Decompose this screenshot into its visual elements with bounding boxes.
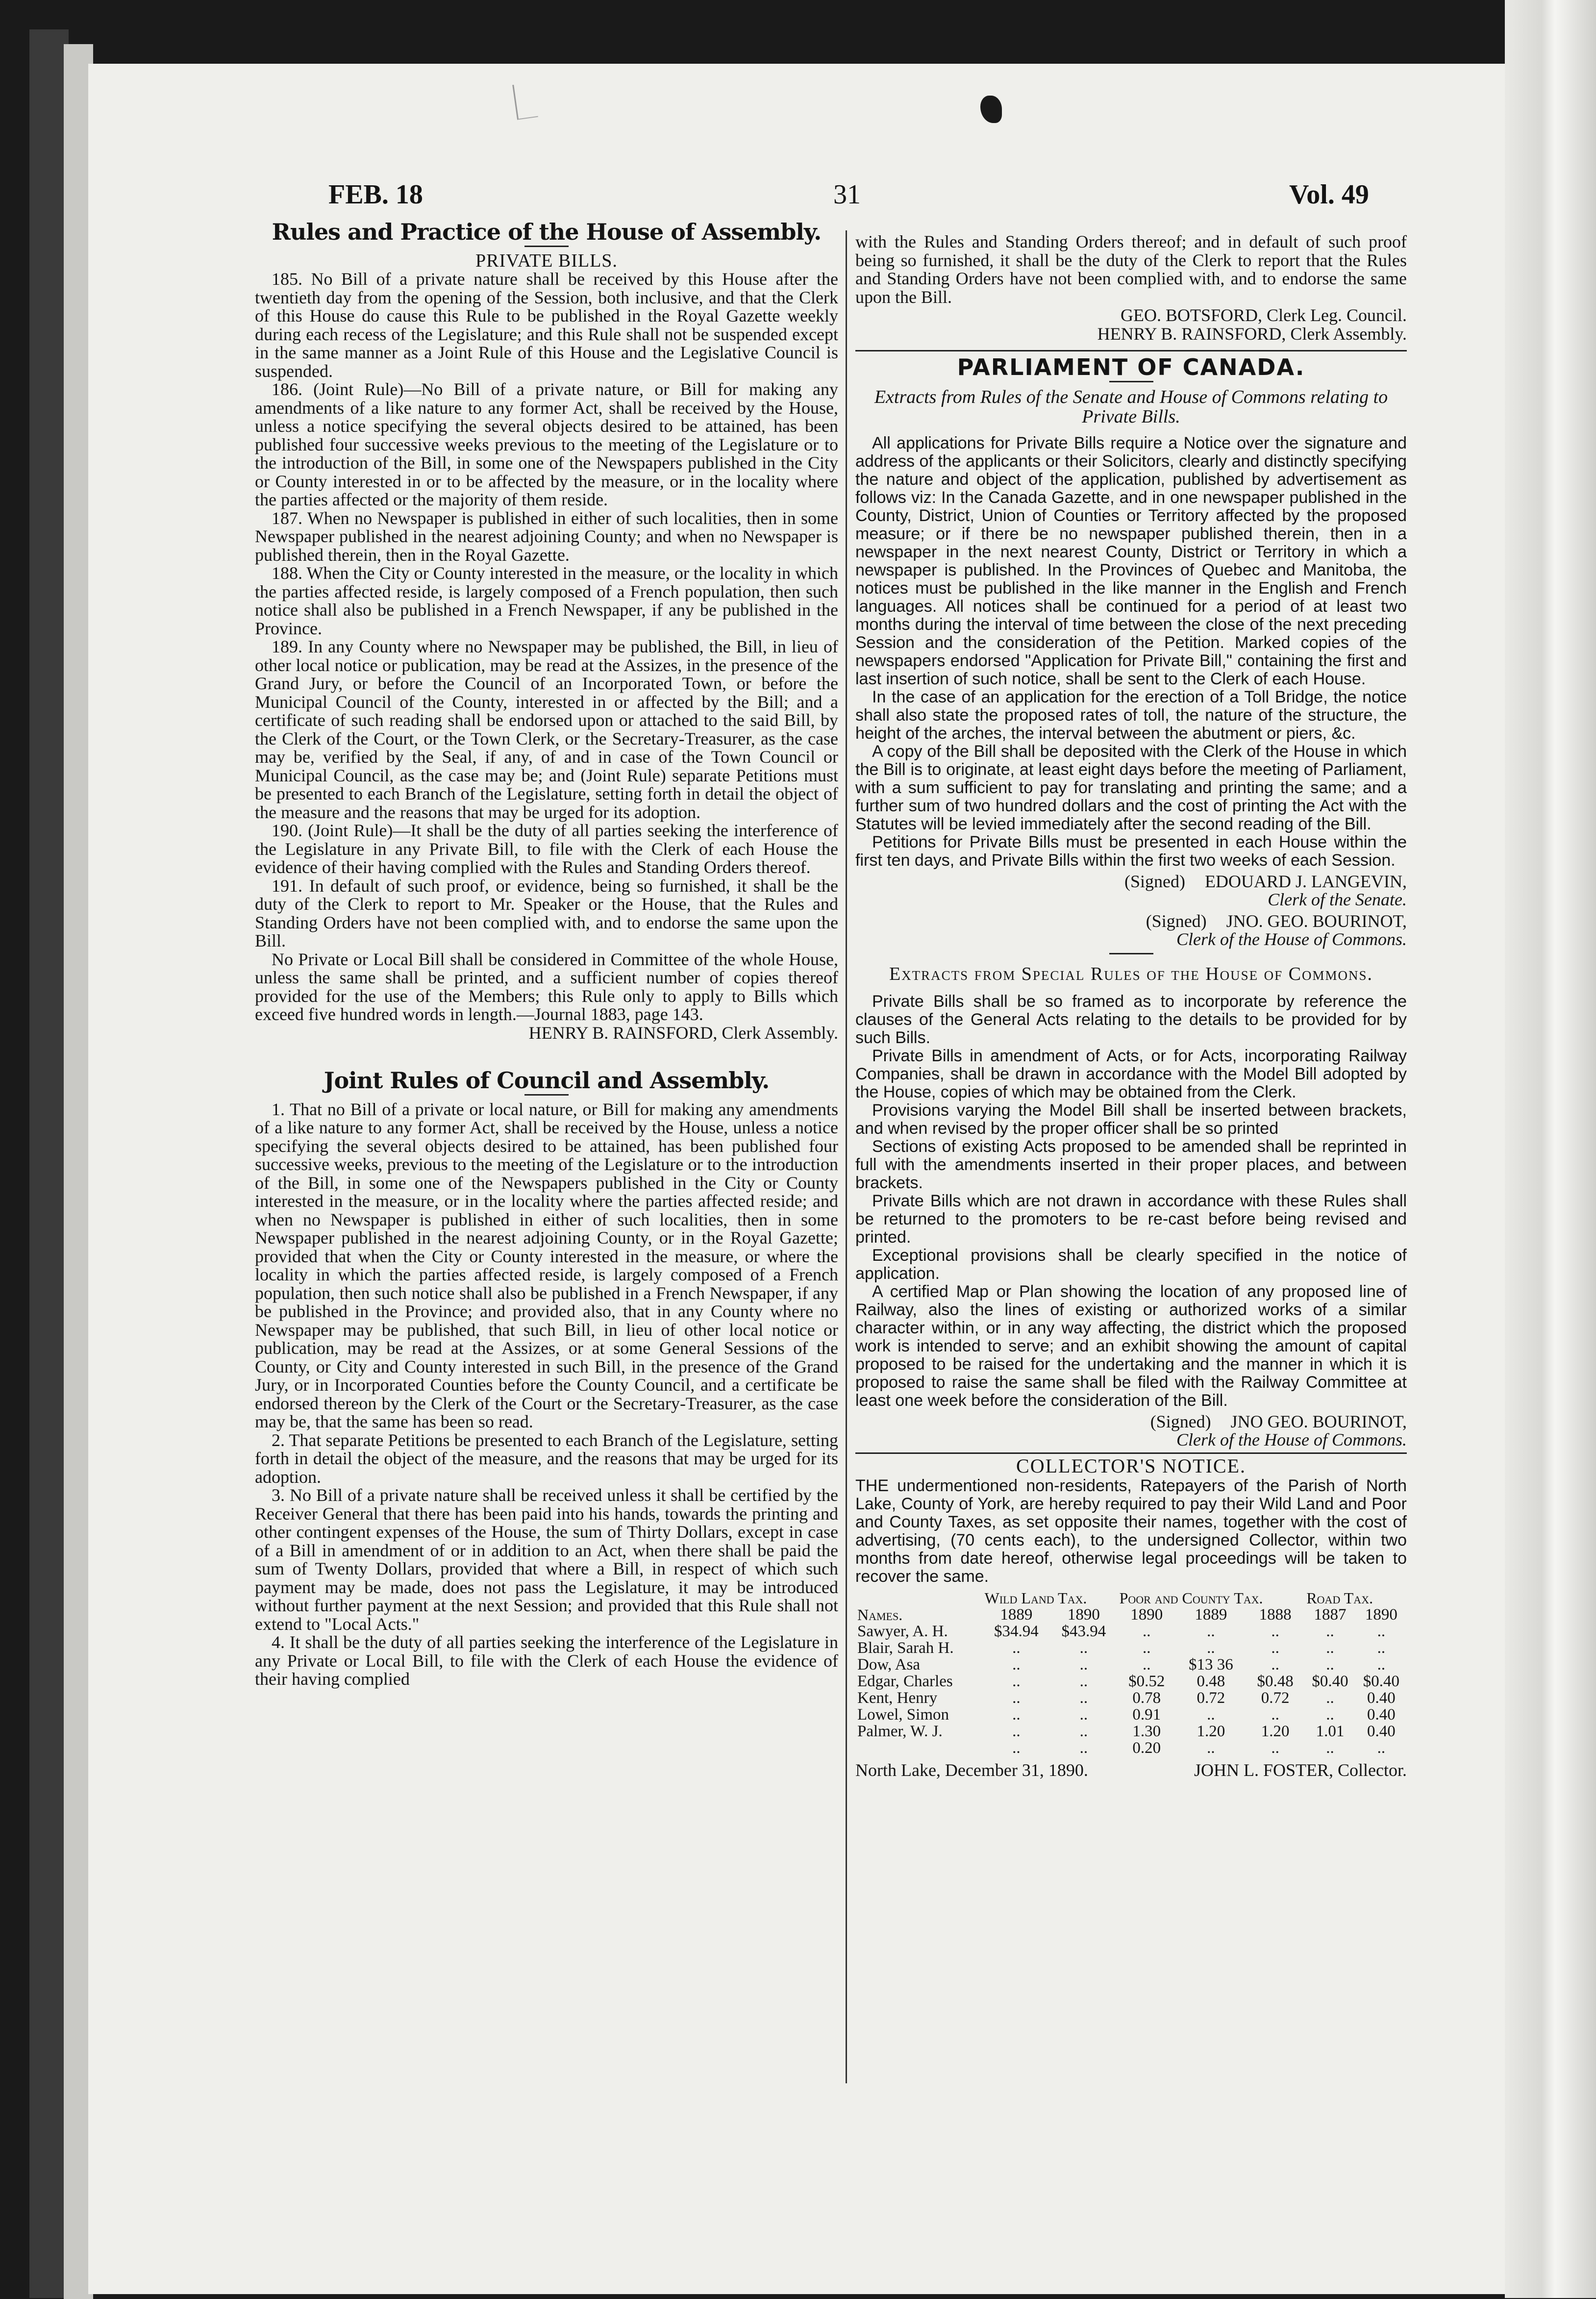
tax-cell: .. <box>1271 1623 1279 1640</box>
signature-rainsford: HENRY B. RAINSFORD, Clerk Assembly. <box>1097 324 1407 344</box>
tax-cell: .. <box>1271 1706 1279 1724</box>
collector-notice-title: COLLECTOR'S NOTICE. <box>1016 1454 1246 1477</box>
tax-cell: .. <box>1079 1656 1088 1674</box>
tax-cell: .. <box>1079 1689 1088 1707</box>
col-names-header: Names. <box>857 1606 903 1624</box>
tax-cell: .. <box>1207 1706 1215 1724</box>
ratepayer-name: Palmer, W. J. <box>857 1723 943 1740</box>
collector-notice-text: THE undermentioned non-residents, Ratepayers of the Parish of North Lake, County of York, are hereby required to pay their Wild Land and Poor and County Taxes, as set opposite their names, together with the cost of advertising, (70 cents each), to the undersigned Collector, within two months from date hereof, otherwise legal proceedings will be taken to recover the same. <box>855 1476 1407 1586</box>
ratepayer-name: Kent, Henry <box>857 1689 938 1707</box>
tax-cell: $0.48 <box>1257 1673 1294 1690</box>
tax-cell: 0.72 <box>1261 1689 1290 1707</box>
tax-cell: .. <box>1012 1739 1021 1757</box>
tax-cell: 0.20 <box>1132 1739 1161 1757</box>
special-para-6: Exceptional provisions shall be clearly specified in the notice of application. <box>855 1246 1407 1283</box>
header-volume: Vol. 49 <box>1289 179 1369 210</box>
table-row <box>855 1740 1407 1756</box>
tax-cell: $0.52 <box>1128 1673 1165 1690</box>
tax-cell: .. <box>1326 1739 1334 1757</box>
ratepayer-name: Edgar, Charles <box>857 1673 953 1690</box>
rule-190: 190. (Joint Rule)—It shall be the duty of all parties seeking the interference of the Legislature in any Private Bill, to file with the Clerk of each House the evidence of their having complied with the Rules and Standing Orders thereof. <box>255 821 838 877</box>
joint-rule-4: 4. It shall be the duty of all parties seeking the interference of the Legislature in any Private or Local Bill, to file with the Clerk of each House the evidence of their having complied <box>255 1632 838 1689</box>
tax-cell: .. <box>1012 1639 1021 1657</box>
tax-cell: .. <box>1377 1639 1386 1657</box>
parliament-para-4: Petitions for Private Bills must be presented in each House within the first ten days, and Private Bills within the first two weeks of each Session. <box>855 832 1407 870</box>
joint-rule-1: 1. That no Bill of a private or local nature, or Bill for making any amendments of a like nature to any former Act, shall be received by the House, unless a notice specifying the several objects desired to be attained, has been published four successive weeks, previous to the meeting of the Legislature or to the introduction of the Bill, in some one of the Newspapers published in the City or County interested in the measure, or in the locality where the parties affected reside; and when no Newspaper is published in either of such localities, then in some Newspaper published in the nearest adjoining County, or in the Royal Gazette; provided that when the City or County interested in the measure, or where the locality in which the parties affected reside, is largely composed of a French population, then such notice shall also be published in a French Newspaper, if any be published in the Province; and provided also, that in any County where no Newspaper may be published, that such Bill, in lieu of other local notice or publication, may be read at the Assizes, or at some General Sessions of the County, or City and County interested in such Bill, in the presence of the Grand Jury, or in Incorporated Counties before the County Council, and a certificate be endorsed thereon by the Clerk of the Court or the Secretary-Treasurer, as the case may be, that the same has been so read. <box>255 1099 838 1431</box>
table-row <box>855 1623 1407 1640</box>
table-row <box>855 1656 1407 1673</box>
tax-cell: $13 36 <box>1189 1656 1233 1674</box>
tax-cell: .. <box>1326 1689 1334 1707</box>
special-para-7: A certified Map or Plan showing the location of any proposed line of Railway, also the lines of existing or authorized works of a similar character within, or in any way affecting, the district which the proposed work is intended to serve; and an exhibit showing the amount of capital proposed to be raised for the undertaking and the manner in which it is proposed to raise the same shall be filed with the Railway Committee at least one week before the consideration of the Bill. <box>855 1282 1407 1410</box>
joint-rule-3: 3. No Bill of a private nature shall be received unless it shall be certified by the Receiver General that there has been paid into his hands, towards the printing and other contingent expenses of the House, the sum of Thirty Dollars, except in case of a Bill in amendment of or in addition to an Act, when there shall be paid the sum of Twenty Dollars, provided that where a Bill, in respect of which such payment may be made, does not pass the Legislature, it may be introduced without further payment at the next Session; and provided that this Rule shall not extend to "Local Acts." <box>255 1485 838 1634</box>
signed-title: Clerk of the Senate. <box>1268 890 1407 909</box>
table-row <box>855 1690 1407 1706</box>
signed-langevin <box>855 873 1407 891</box>
table-row <box>855 1706 1407 1723</box>
signed-name: JNO. GEO. BOURINOT, <box>1226 911 1407 931</box>
table-row <box>855 1640 1407 1656</box>
tax-cell: .. <box>1142 1656 1151 1674</box>
year-cell: 1888 <box>1259 1606 1292 1624</box>
signed-label: (Signed) <box>1150 1411 1211 1431</box>
signed-label: (Signed) <box>1124 871 1186 891</box>
col-wild-header: Wild Land Tax. <box>984 1589 1087 1607</box>
tax-cell: .. <box>1377 1739 1386 1757</box>
tax-cell: 0.40 <box>1367 1706 1396 1724</box>
notice-footer <box>855 1761 1407 1780</box>
parliament-title: PARLIAMENT OF CANADA. <box>957 354 1305 380</box>
tax-cell: .. <box>1142 1639 1151 1657</box>
tax-cell: .. <box>1012 1656 1021 1674</box>
signed-name: EDOUARD J. LANGEVIN, <box>1205 871 1407 891</box>
rule-187: 187. When no Newspaper is published in either of such localities, then in some Newspaper published in the nearest adjoining County; and when no Newspaper is published therein, then in the Royal Gazette. <box>255 508 838 565</box>
special-para-3: Provisions varying the Model Bill shall be inserted between brackets, and when revised by the proper officer shall be so printed <box>855 1100 1407 1138</box>
year-cell: 1887 <box>1314 1606 1347 1624</box>
tax-cell: .. <box>1326 1656 1334 1674</box>
tax-cell: .. <box>1326 1623 1334 1640</box>
signed-title: Clerk of the House of Commons. <box>1176 929 1407 949</box>
tax-cell: .. <box>1079 1723 1088 1740</box>
tax-cell: $43.94 <box>1061 1623 1106 1640</box>
year-cell: 1889 <box>1000 1606 1033 1624</box>
tax-cell: .. <box>1079 1706 1088 1724</box>
footer-collector: JOHN L. FOSTER, Collector. <box>1194 1760 1407 1780</box>
signed-name: JNO GEO. BOURINOT, <box>1230 1411 1407 1431</box>
notice-rule <box>855 1452 1407 1454</box>
year-cell: 1890 <box>1130 1606 1163 1624</box>
tax-cell: .. <box>1079 1673 1088 1690</box>
year-cell: 1889 <box>1195 1606 1227 1624</box>
col-poor-header: Poor and County Tax. <box>1119 1589 1263 1607</box>
tax-cell: .. <box>1012 1673 1021 1690</box>
parliament-para-2: In the case of an application for the erection of a Toll Bridge, the notice shall also state the proposed rates of toll, the nature of the structure, the height of the arches, the interval between the abutment or piers, &c. <box>855 687 1407 743</box>
title-rule <box>524 246 569 247</box>
signature-botsford: GEO. BOTSFORD, Clerk Leg. Council. <box>1121 305 1407 325</box>
col-road-header: Road Tax. <box>1306 1589 1373 1607</box>
page-stack-edge <box>1505 0 1596 2298</box>
tax-cell: .. <box>1326 1639 1334 1657</box>
tax-cell: 0.40 <box>1367 1723 1396 1740</box>
tax-table <box>855 1590 1407 1756</box>
tax-cell: .. <box>1377 1656 1386 1674</box>
table-row <box>855 1673 1407 1690</box>
rule-printing: No Private or Local Bill shall be considered in Committee of the whole House, unless the same shall be printed, and a sufficient number of copies thereof provided for the use of the Members; this Rule only to apply to Bills which exceed five hundred words in length.—Journal 1883, page 143. <box>255 949 838 1024</box>
tax-cell: 0.48 <box>1197 1673 1225 1690</box>
special-para-5: Private Bills which are not drawn in accordance with these Rules shall be returned to the promoters to be re-cast before being revised and printed. <box>855 1191 1407 1247</box>
rule-185: 185. No Bill of a private nature shall be received by this House after the twentieth day from the opening of the Session, both inclusive, and that the Clerk of this House do cause this Rule to be published in the Royal Gazette weekly during each recess of the Legislature; and this Rule shall not be suspended except in the same manner as a Joint Rule of this House and the Legislative Council is suspended. <box>255 269 838 381</box>
rules-signature: HENRY B. RAINSFORD, Clerk Assembly. <box>528 1023 838 1043</box>
tax-cell: .. <box>1207 1623 1215 1640</box>
section-rule <box>855 350 1407 351</box>
rule-188: 188. When the City or County interested in the measure, or the locality in which the parties affected reside, is largely composed of a French population, then such notice shall also be published in a French Newspaper, if any be published in the Province. <box>255 563 838 638</box>
tax-cell: .. <box>1207 1739 1215 1757</box>
rule-191: 191. In default of such proof, or evidence, being so furnished, it shall be the duty of the Clerk to report to Mr. Speaker or the House, that the Rules and Standing Orders have not been complied with, and to endorse the same upon the Bill. <box>255 875 838 950</box>
joint-rules-title: Joint Rules of Council and Assembly. <box>324 1067 770 1094</box>
tax-cell: .. <box>1271 1639 1279 1657</box>
ratepayer-name: Sawyer, A. H. <box>857 1623 948 1640</box>
tax-cell: .. <box>1012 1723 1021 1740</box>
tax-cell: 1.01 <box>1316 1723 1345 1740</box>
right-column <box>855 233 1407 1780</box>
year-cell: 1890 <box>1365 1606 1397 1624</box>
parliament-title-rule <box>1109 381 1153 382</box>
tax-cell: 0.91 <box>1132 1706 1161 1724</box>
tax-cell: $0.40 <box>1312 1673 1348 1690</box>
tax-cell: .. <box>1207 1639 1215 1657</box>
special-para-1: Private Bills shall be so framed as to incorporate by reference the clauses of the General Acts relating to the details to be provided for by such Bills. <box>855 992 1407 1047</box>
tax-cell: .. <box>1012 1689 1021 1707</box>
footer-place-date: North Lake, December 31, 1890. <box>855 1760 1088 1780</box>
table-header-row <box>855 1590 1407 1606</box>
tax-cell: .. <box>1079 1739 1088 1757</box>
parliament-para-3: A copy of the Bill shall be deposited with the Clerk of the House in which the Bill is to originate, at least eight days before the meeting of Parliament, with a sum sufficient to pay for translating and printing the same; and a further sum of two hundred dollars and the cost of printing the Act with the Statutes will be levied immediately after the second reading of the Bill. <box>855 742 1407 833</box>
parliament-para-1: All applications for Private Bills require a Notice over the signature and address of the applicants or their Solicitors, clearly and distinctly specifying the nature and object of the application, published by advertisement as follows viz: In the Canada Gazette, and in one newspaper published in the County, District, Union of Counties or Territory affected by the proposed measure; or if there be no newspaper published therein, then in a newspaper in the next nearest County, District or Territory in which a newspaper is published. In the Provinces of Quebec and Manitoba, the notices must be published in the like manner in the English and French languages. All notices shall be continued for a period of at least two months during the interval of time between the close of the next preceding Session and the consideration of the Petition. Marked copies of the newspapers endorsed "Application for Private Bill," containing the first and last insertion of such notice, shall be sent to the Clerk of each House. <box>855 433 1407 688</box>
ratepayer-name: Lowel, Simon <box>857 1706 949 1724</box>
special-rule-divider <box>1109 953 1153 954</box>
rule-186: 186. (Joint Rule)—No Bill of a private nature, or Bill for making any amendments of a like nature to any former Act, shall be received by the House, unless a notice specifying the several objects desired to be attained, has been published four successive weeks previous to the meeting of the Legislature or to the introduction of the Bill, in some one of the Newspapers published in the City or County interested in or to be affected by the measure, or in the locality where the parties affected or the majority of them reside. <box>255 379 838 509</box>
special-para-2: Private Bills in amendment of Acts, or for Acts, incorporating Railway Companies, shall be drawn in accordance with the Model Bill adopted by the House, copies of which may be obtained from the Clerk. <box>855 1046 1407 1101</box>
tax-cell: $34.94 <box>994 1623 1039 1640</box>
signed-bourinot <box>855 912 1407 931</box>
year-cell: 1890 <box>1067 1606 1100 1624</box>
rules-title: Rules and Practice of the House of Assembly. <box>272 219 822 245</box>
book-gutter-shadow <box>29 29 69 2298</box>
special-para-4: Sections of existing Acts proposed to be amended shall be reprinted in full with the amendments inserted in their proper places, and between brackets. <box>855 1137 1407 1192</box>
signed-bourinot-2 <box>855 1413 1407 1431</box>
private-bills-subtitle: PRIVATE BILLS. <box>475 250 618 271</box>
tax-cell: .. <box>1326 1706 1334 1724</box>
header-page-number: 31 <box>833 179 861 210</box>
ratepayer-name: Blair, Sarah H. <box>857 1639 954 1657</box>
header-date: FEB. 18 <box>328 179 423 210</box>
tax-cell: 1.30 <box>1132 1723 1161 1740</box>
column-divider <box>846 230 847 2083</box>
signed-title: Clerk of the House of Commons. <box>1176 1430 1407 1449</box>
tax-cell: .. <box>1271 1656 1279 1674</box>
joint-rule-2: 2. That separate Petitions be presented to each Branch of the Legislature, setting forth in detail the object of the measure, and the reasons that may be urged for its adoption. <box>255 1430 838 1487</box>
joint-rule-continuation: with the Rules and Standing Orders thereof; and in default of such proof being so furnished, it shall be the duty of the Clerk to report that the Rules and Standing Orders have not been complied with, and to endorse the same upon the Bill. <box>855 232 1407 307</box>
tax-cell: .. <box>1012 1706 1021 1724</box>
signed-label: (Signed) <box>1146 911 1207 931</box>
tax-cell: 1.20 <box>1261 1723 1290 1740</box>
left-column <box>255 219 838 1689</box>
tax-cell: .. <box>1079 1639 1088 1657</box>
tax-cell: 0.72 <box>1197 1689 1225 1707</box>
ratepayer-name <box>855 1740 983 1756</box>
tax-cell: 0.40 <box>1367 1689 1396 1707</box>
special-rules-heading: Extracts from Special Rules of the House of Commons. <box>889 963 1373 984</box>
tax-cell: .. <box>1377 1623 1386 1640</box>
tax-cell: $0.40 <box>1363 1673 1399 1690</box>
joint-title-rule <box>524 1094 569 1096</box>
tax-cell: .. <box>1271 1739 1279 1757</box>
rule-189: 189. In any County where no Newspaper may be published, the Bill, in lieu of other local notice or publication, may be read at the Assizes, in the presence of the Grand Jury, or before the Council of an Incorporated Town, or before the Municipal Council of the County, interested in or affected by the Bill; and a certificate of such reading shall be endorsed upon or attached to the said Bill, by the Clerk of the Court, or the Town Clerk, or the Secretary-Treasurer, as the case may be, verified by the Seal, if any, of and in case of the Town Council or Municipal Council, as the case may be; and (Joint Rule) separate Petitions must be presented to each Branch of the Legislature, setting forth in detail the object of the measure and the reasons that may be urged for its adoption. <box>255 637 838 822</box>
parliament-extracts-heading: Extracts from Rules of the Senate and House of Commons relating to Private Bills. <box>874 386 1388 427</box>
tax-cell: 1.20 <box>1197 1723 1225 1740</box>
tax-cell: 0.78 <box>1132 1689 1161 1707</box>
tax-cell: .. <box>1142 1623 1151 1640</box>
ratepayer-name: Dow, Asa <box>857 1656 921 1674</box>
table-row <box>855 1723 1407 1740</box>
